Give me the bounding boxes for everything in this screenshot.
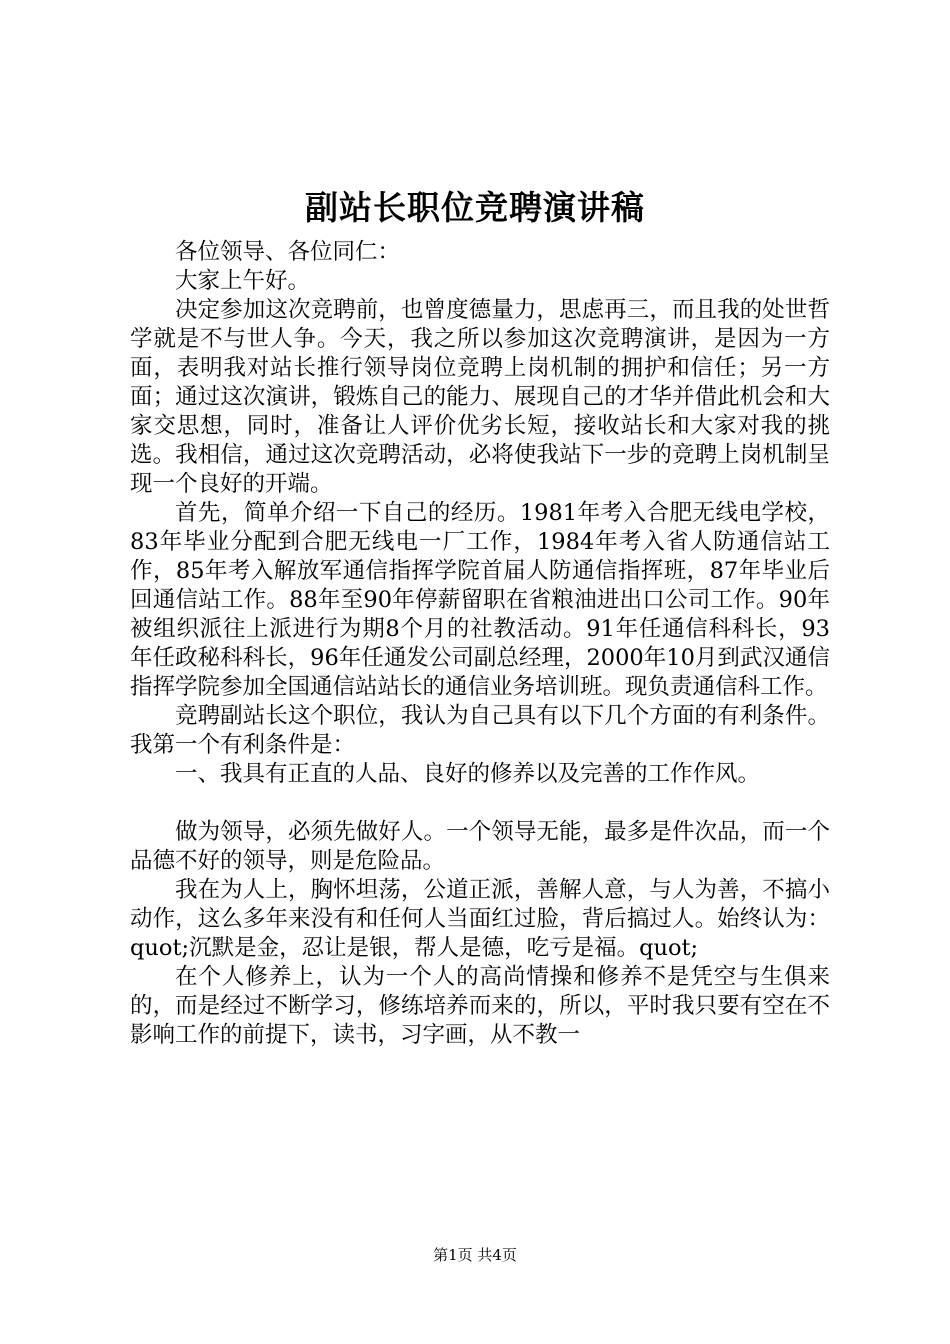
document-title: 副站长职位竞聘演讲稿	[305, 188, 645, 227]
paragraph-point-one: 一、我具有正直的人品、良好的修养以及完善的工作作风。	[175, 761, 761, 787]
paragraph-gap	[130, 789, 830, 818]
paragraph-leadership: 做为领导，必须先做好人。一个领导无能，最多是件次品，而一个品德不好的领导，则是危险品。	[130, 819, 830, 874]
page-footer: 第1页 共4页	[433, 1246, 517, 1264]
paragraph-self-cultivation: 在个人修养上，认为一个人的高尚情操和修养不是凭空与生俱来的，而是经过不断学习，修练培养而来的，所以，平时我只要有空在不影响工作的前提下，读书，习字画，从不教一	[130, 964, 830, 1048]
paragraph-greeting: 大家上午好。	[175, 268, 311, 294]
paragraph-salutation: 各位领导、各位同仁：	[175, 239, 401, 265]
paragraph-conditions: 竞聘副站长这个职位，我认为自己具有以下几个方面的有利条件。我第一个有利条件是：	[130, 703, 830, 758]
paragraph-experience: 首先，简单介绍一下自己的经历。1981年考入合肥无线电学校，83年毕业分配到合肥无线电一厂工作，1984年考入省人防通信站工作，85年考入解放军通信指挥学院首届人防通信指挥班，87年毕业后回通信站工作。88年至90年停薪留职在省粮油进出口公司工作。90年被组织派往上派进行为期8个月的社教活动。91年任通信科科长，93年任政秘科科长，96年任通发公司副总经理，2000年10月到武汉通信指挥学院参加全国通信站站长的通信业务培训班。现负责通信科工作。	[130, 500, 830, 700]
paragraph-motivation: 决定参加这次竞聘前，也曾度德量力，思虑再三，而且我的处世哲学就是不与世人争。今天，我之所以参加这次竞聘演讲，是因为一方面，表明我对站长推行领导岗位竞聘上岗机制的拥护和信任；另一方面；通过这次演讲，锻炼自己的能力、展现自己的才华并借此机会和大家交思想，同时，准备让人评价优劣长短，接收站长和大家对我的挑选。我相信，通过这次竞聘活动，必将使我站下一步的竞聘上岗机制呈现一个良好的开端。	[130, 297, 830, 497]
document-body	[130, 238, 830, 1050]
paragraph-character: 我在为人上，胸怀坦荡，公道正派，善解人意，与人为善，不搞小动作，这么多年来没有和任何人当面红过脸，背后搞过人。始终认为：quot;沉默是金，忍让是银，帮人是德，吃亏是福。quot;	[130, 877, 830, 961]
